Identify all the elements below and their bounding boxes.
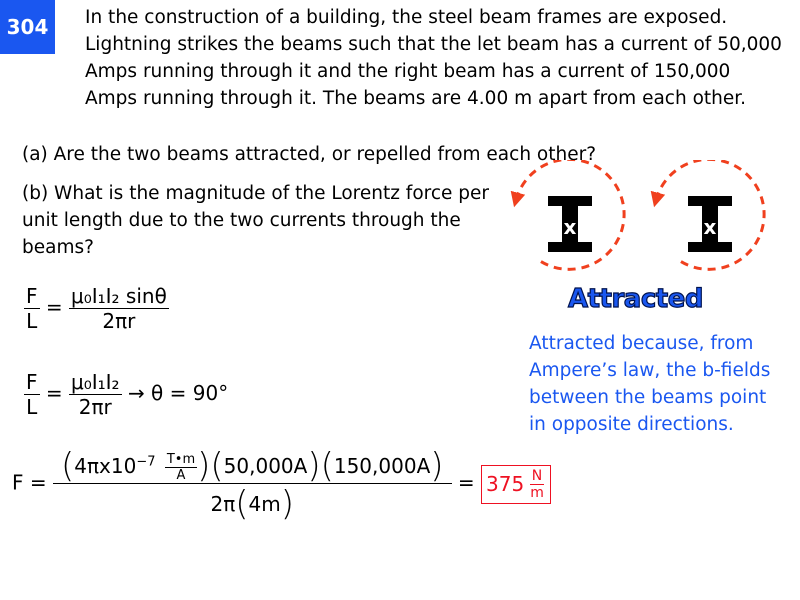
equation-force-per-length-general: $\frac{F}{L}$ = $\frac{\text{μ₀I₁I₂ sinθ}}{2\pi r}$ <box>26 284 167 333</box>
answer-heading-attracted: Attracted <box>568 284 703 314</box>
answer-box <box>481 465 551 504</box>
left-beam-current-symbol: x <box>563 215 577 239</box>
question-part-b: (b) What is the magnitude of the Lorentz force per unit length due to the two currents through the beams? <box>22 183 489 258</box>
explanation-text: Attracted because, from Ampere’s law, the b-fields between the beams point in opposite directions. <box>529 333 771 435</box>
problem-statement: In the construction of a building, the steel beam frames are exposed. Lightning strikes the beams such that the let beam has a current of 50,000 Amps running through it and the right beam has a current of 150,000 Amps running through it. The beams are 4.00 m apart from each other. <box>85 7 782 109</box>
answer-unit: $\frac{N}{m}$ <box>530 467 544 501</box>
beam-diagram <box>500 160 780 285</box>
left-beam <box>516 160 624 269</box>
right-beam <box>656 160 764 269</box>
right-beam-current-symbol: x <box>703 215 717 239</box>
equation-force-calculation: F = ($4\pi x10^{-7}$ $\frac{T•m}{A}$ )(50,000A)(150,000A) 2π(4m) = 375 $\frac{N}{m}$ <box>12 452 551 516</box>
equation-force-per-length-simplified: $\frac{F}{L}$ = $\frac{\text{μ₀I₁I₂}}{2\pi r}$ → θ = 90° <box>26 370 229 419</box>
answer-value: 375 <box>486 472 525 496</box>
problem-number-badge: 304 <box>0 0 55 54</box>
question-part-a: (a) Are the two beams attracted, or repelled from each other? <box>22 144 597 165</box>
